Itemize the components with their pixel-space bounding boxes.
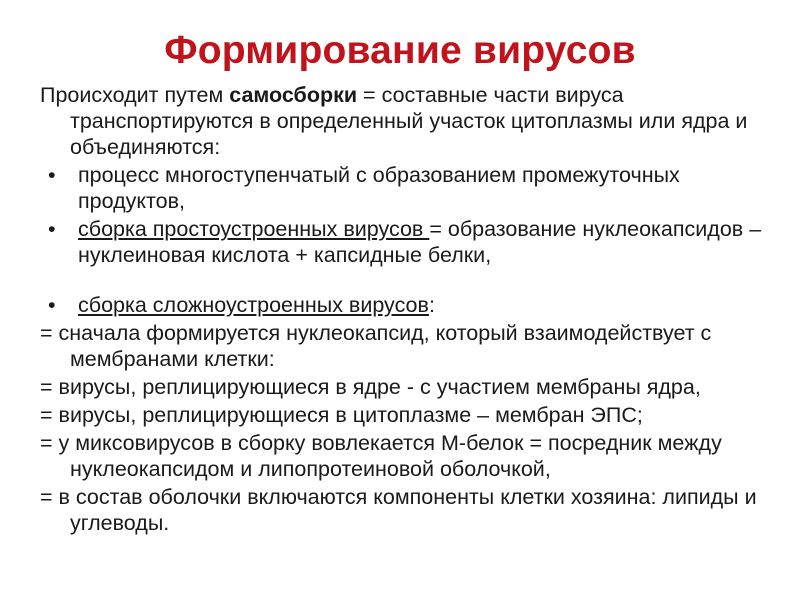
slide-body <box>40 82 785 538</box>
list-item: = у миксовирусов в сборку вовлекается М-белок = посредник между нуклеокапсидом и липопротеиновой оболочкой, <box>40 431 722 481</box>
list-item: = вирусы, реплицирующиеся в цитоплазме – мембран ЭПС; <box>40 403 643 427</box>
underlined-term: сборка сложноустроенных вирусов <box>78 293 429 317</box>
bullet-icon: • <box>48 217 56 241</box>
list-item: = вирусы, реплицирующиеся в ядре - с участием мембраны ядра, <box>40 375 701 399</box>
slide-title: Формирование вирусов <box>164 29 636 72</box>
intro-text-start: Происходит путем <box>40 83 230 107</box>
intro-bold-term: самосборки <box>229 83 358 107</box>
intro-text-end: = составные части вируса транспортируются в определенный участок цитоплазмы или ядра и объединяются: <box>70 83 748 159</box>
bullet-text: : <box>428 293 435 317</box>
spacer <box>40 270 785 292</box>
bullet-text: процесс многоступенчатый с образованием промежуточных продуктов, <box>78 163 680 213</box>
bullet-item-simple-viruses <box>40 216 785 268</box>
intro-paragraph <box>40 82 785 160</box>
bullet-item-complex-viruses <box>40 292 785 318</box>
bullet-icon: • <box>48 163 56 187</box>
bullet-item-multistage <box>40 162 785 214</box>
list-item: = в состав оболочки включаются компоненты клетки хозяина: липиды и углеводы. <box>40 485 757 535</box>
bullet-icon: • <box>48 293 56 317</box>
underlined-term: сборка простоустроенных вирусов <box>78 217 430 241</box>
list-item: = сначала формируется нуклеокапсид, который взаимодействует с мембранами клетки: <box>40 321 712 371</box>
bullet-text: = образование нуклеокапсидов – нуклеиновая кислота + капсидные белки, <box>78 217 762 267</box>
